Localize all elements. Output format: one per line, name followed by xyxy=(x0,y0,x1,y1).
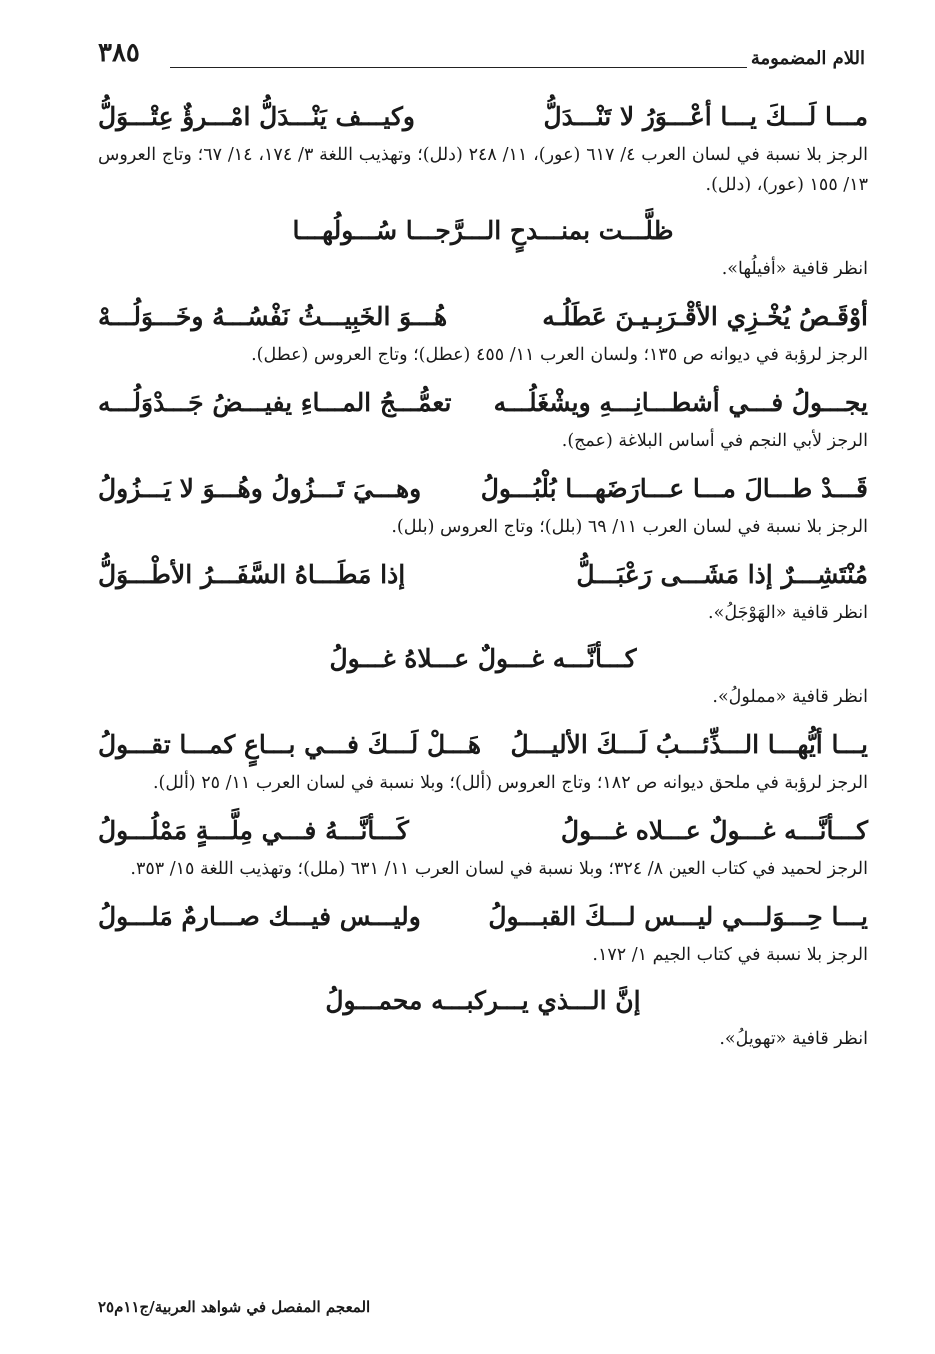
source-note: الرجز لأبي النجم في أساس البلاغة (عمج). xyxy=(561,431,868,451)
verse-line xyxy=(98,550,868,598)
cross-reference: انظر قافية «تهويلُ». xyxy=(719,1029,868,1049)
verse-first-hemistich: أوْقَـصُ يُخْـزِي الأقْـرَبِـيـنَ عَطَلُـه xyxy=(542,301,868,331)
verse-line xyxy=(98,292,868,340)
verse-first-hemistich: يـــا أيُّهـــا الـــذِّئـــبُ لَـــكَ الأليـــلُ xyxy=(510,729,868,759)
footer-signature: المعجم المفصل في شواهد العربية/ج١١م٢٥ xyxy=(98,1298,371,1316)
verse-second-hemistich: كَـــأنَّـــهُ فـــي مِلَّـــةٍ مَمْلُـــولُ xyxy=(98,815,409,845)
single-verse: إنَّ الـــذي يـــركبـــه محمـــولُ xyxy=(325,986,641,1015)
verse-line xyxy=(98,378,868,426)
cross-reference: انظر قافية «الهَوْجَلُ». xyxy=(708,603,868,623)
verse-second-hemistich: وهـــيَ تَـــزُولُ وهُـــوَ لا يَـــزُولُ xyxy=(98,473,422,503)
header-rule xyxy=(170,67,747,68)
verse-first-hemistich: يجـــولُ فـــي أشطـــانِـــهِ ويشْغَلُـــه xyxy=(493,387,868,417)
source-note: الرجز بلا نسبة في لسان العرب ٤/ ٦١٧ (عور)، ١١/ ٢٤٨ (دلل)؛ وتهذيب اللغة ٣/ ١٧٤، ١٤/ ٦٧؛ وتاج العروس ١٣/ ١٥٥ (عور)، (دلل). xyxy=(98,145,868,195)
source-note: الرجز لرؤبة في ديوانه ص ١٣٥؛ ولسان العرب ١١/ ٤٥٥ (عطل)؛ وتاج العروس (عطل). xyxy=(251,345,868,365)
verse-line xyxy=(98,92,868,140)
source-note: الرجز بلا نسبة في لسان العرب ١١/ ٦٩ (بلل)؛ وتاج العروس (بلل). xyxy=(391,517,868,537)
cross-reference: انظر قافية «مملولُ». xyxy=(712,687,868,707)
running-title: اللام المضمومة xyxy=(750,48,865,69)
verse-first-hemistich: كـــأنَّـــه غـــولٌ عـــلاه غـــولُ xyxy=(560,815,868,845)
source-note: الرجز لحميد في كتاب العين ٨/ ٣٢٤؛ وبلا نسبة في لسان العرب ١١/ ٦٣١ (ملل)؛ وتهذيب اللغة ١٥/ ٣٥٣. xyxy=(130,859,868,879)
page-header xyxy=(98,38,865,88)
verse-line xyxy=(98,806,868,854)
verse-second-hemistich: وليـــس فيـــك صـــارمٌ مَلـــولُ xyxy=(98,901,421,931)
verse-second-hemistich: تعمُّـــجُ المـــاءِ يفيـــضُ جَـــدْوَلُـــه xyxy=(98,387,452,417)
source-note: الرجز لرؤبة في ملحق ديوانه ص ١٨٢؛ وتاج العروس (ألل)؛ وبلا نسبة في لسان العرب ١١/ ٢٥ (ألل). xyxy=(152,773,868,793)
source-note: الرجز بلا نسبة في كتاب الجيم ١/ ١٧٢. xyxy=(592,945,868,965)
verse-line xyxy=(98,464,868,512)
verse-second-hemistich: إذا مَطَـــاهُ السَّفَـــرُ الأطْـــوَلُّ xyxy=(98,559,406,589)
verse-first-hemistich: قَـــدْ طـــالَ مـــا عـــارَضَهـــا بُلْبُـــولُ xyxy=(480,473,868,503)
verse-first-hemistich: مُنْتَشِـــرٌ إذا مَشَـــى رَعْبَـــلُّ xyxy=(576,559,868,589)
single-verse: ظلَّـــت بمنـــدحٍ الـــرَّجـــا سُـــولُهـــا xyxy=(292,216,674,245)
verse-first-hemistich: مـــا لَـــكَ يـــا أعْـــوَرُ لا تَنْـــدَلُّ xyxy=(543,101,868,131)
verse-second-hemistich: هَـــلْ لَـــكَ فـــي بـــاعٍ كمـــا تقـــولُ xyxy=(98,729,482,759)
verse-first-hemistich: يـــا حِـــوَلـــي ليـــس لـــكَ القبـــولُ xyxy=(488,901,868,931)
verse-second-hemistich: هُـــوَ الخَبِيـــثُ نَفْسُـــهُ وخَـــوَلُـــهْ xyxy=(98,301,448,331)
cross-reference: انظر قافية «أفيلُها». xyxy=(721,259,868,279)
page-number: ٣٨٥ xyxy=(98,38,140,68)
page-content xyxy=(98,92,868,1062)
verse-line xyxy=(98,720,868,768)
single-verse: كـــأنَّـــه غـــولٌ عـــلاهُ غـــولُ xyxy=(329,644,637,673)
verse-second-hemistich: وكيـــف يَنْـــدَلُّ امْـــرؤٌ عِتْـــوَلُّ xyxy=(98,101,415,131)
verse-line xyxy=(98,892,868,940)
